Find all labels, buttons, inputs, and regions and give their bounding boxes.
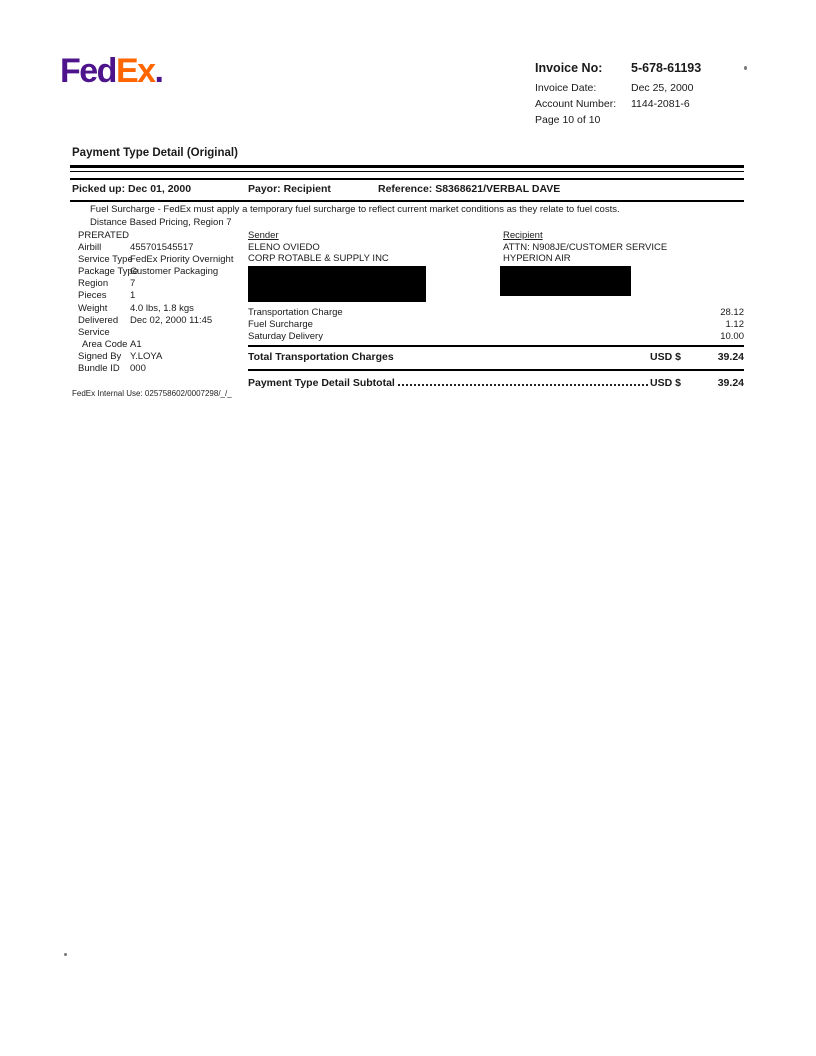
field-value: Y.LOYA: [130, 350, 163, 362]
total-transportation-row: [248, 345, 744, 371]
page-info-row: [535, 114, 750, 126]
sender-block: [248, 230, 389, 265]
subtotal-label: Payment Type Detail Subtotal: [248, 377, 395, 389]
total-label: Total Transportation Charges: [248, 351, 394, 363]
recipient-company: HYPERION AIR: [503, 253, 571, 264]
field-value: A1: [130, 338, 142, 350]
invoice-number-row: [535, 62, 750, 75]
total-currency: USD $: [650, 351, 681, 363]
account-number-row: [535, 98, 750, 110]
fedex-logo-period: .: [154, 52, 163, 90]
field-label: Area Code: [82, 338, 128, 350]
shipment-field-pieces: [78, 290, 250, 302]
fedex-logo-ex: Ex: [115, 52, 155, 90]
note-distance-pricing: Distance Based Pricing, Region 7: [90, 216, 232, 228]
field-value: Dec 02, 2000 11:45: [130, 314, 213, 326]
charge-amount: 28.12: [720, 307, 744, 318]
recipient-heading: Recipient: [503, 230, 543, 241]
shipment-details: [78, 230, 250, 375]
charge-label: Fuel Surcharge: [248, 319, 313, 331]
shipment-field-delivered: [78, 315, 250, 327]
shipment-field-region: [78, 278, 250, 290]
invoice-date-value: Dec 25, 2000: [631, 82, 694, 94]
fedex-logo-fed: Fed: [60, 52, 116, 90]
charge-amount: 10.00: [720, 331, 744, 343]
charges-list: [248, 307, 744, 344]
charge-label: Saturday Delivery: [248, 331, 323, 343]
shipment-field-signed-by: [78, 351, 250, 363]
shipment-field-airbill: [78, 242, 250, 254]
field-label: Airbill: [78, 242, 102, 254]
sender-name: ELENO OVIEDO: [248, 241, 320, 253]
charge-row-transportation: [248, 307, 744, 319]
subtotal-currency: USD $: [650, 377, 681, 389]
total-amount: 39.24: [717, 351, 744, 363]
field-label: Service: [78, 326, 110, 338]
picked-up: Picked up: Dec 01, 2000: [72, 183, 192, 195]
field-label: Bundle ID: [78, 363, 120, 375]
sender-heading: Sender: [248, 230, 279, 241]
meta-row: [70, 178, 744, 202]
field-value: 000: [130, 363, 146, 375]
page-info: Page 10 of 10: [535, 114, 601, 126]
field-value: 7: [130, 278, 136, 290]
field-label: Service Type: [78, 254, 133, 266]
redaction-box-recipient: [500, 266, 631, 296]
field-value: FedEx Priority Overnight: [130, 254, 234, 266]
shipment-field-bundle-id: [78, 363, 250, 375]
shipment-field-weight: [78, 303, 250, 315]
reference: Reference: S8368621/VERBAL DAVE: [378, 183, 561, 195]
dot-leader: [398, 384, 648, 386]
field-value: 1: [130, 290, 136, 302]
charge-label: Transportation Charge: [248, 307, 343, 318]
invoice-date-label: Invoice Date:: [535, 82, 597, 94]
payor: Payor: Recipient: [248, 183, 331, 195]
fedex-internal-use: FedEx Internal Use: 025758602/0007298/_/_: [72, 389, 232, 398]
field-label: Weight: [78, 302, 108, 314]
field-value: 4.0 lbs, 1.8 kgs: [130, 302, 194, 314]
charge-row-saturday-delivery: [248, 331, 744, 343]
section-divider: [70, 165, 744, 172]
prerated-text: PRERATED: [78, 230, 130, 241]
charge-amount: 1.12: [725, 319, 744, 331]
sender-company: CORP ROTABLE & SUPPLY INC: [248, 253, 389, 264]
notes: [90, 204, 620, 229]
fedex-logo: [60, 54, 163, 88]
shipment-field-service: [78, 327, 250, 339]
field-label: Package Type: [78, 266, 139, 278]
subtotal-amount: 39.24: [717, 377, 744, 389]
field-value: Customer Packaging: [130, 266, 219, 278]
field-label: Delivered: [78, 314, 119, 326]
recipient-block: [503, 230, 667, 265]
invoice-header: [535, 62, 750, 130]
invoice-no-value: 5-678-61193: [631, 61, 702, 75]
shipment-field-area-code: [78, 339, 250, 351]
payment-type-subtotal-row: [248, 377, 744, 389]
charge-row-fuel-surcharge: [248, 319, 744, 331]
shipment-field-package-type: [78, 266, 250, 278]
section-title: Payment Type Detail (Original): [72, 147, 238, 159]
field-label: Signed By: [78, 350, 122, 362]
prerated-label: [78, 230, 250, 242]
redaction-box-sender: [248, 266, 426, 302]
note-fuel-surcharge: Fuel Surcharge - FedEx must apply a temporary fuel surcharge to reflect current market conditions as they relate to fuel costs.: [90, 204, 620, 215]
invoice-no-label: Invoice No:: [535, 61, 603, 75]
field-value: 455701545517: [130, 242, 194, 254]
invoice-date-row: [535, 82, 750, 94]
field-label: Pieces: [78, 290, 107, 302]
field-value: [130, 327, 250, 339]
recipient-attn: ATTN: N908JE/CUSTOMER SERVICE: [503, 241, 668, 253]
scan-artifact-dot-bottom: [64, 953, 67, 956]
account-number-value: 1144-2081-6: [631, 98, 690, 110]
account-number-label: Account Number:: [535, 98, 617, 110]
field-label: Region: [78, 278, 109, 290]
shipment-field-service-type: [78, 254, 250, 266]
